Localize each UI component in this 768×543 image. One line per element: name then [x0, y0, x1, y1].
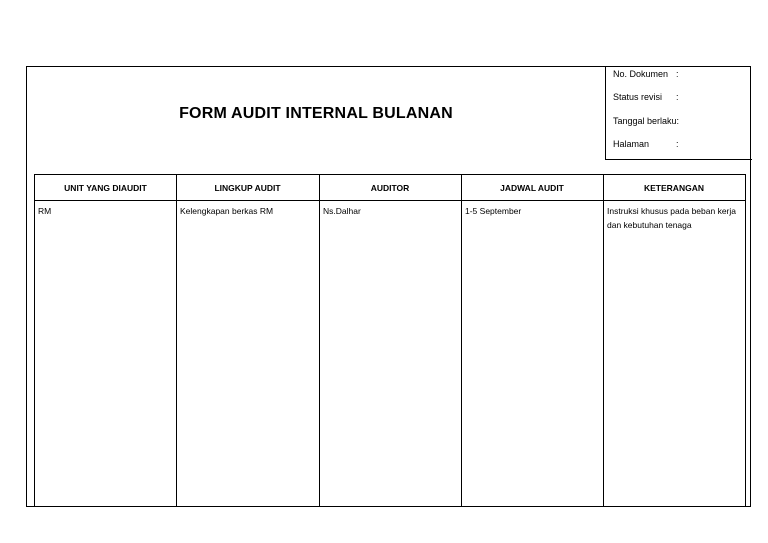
title-area — [27, 67, 605, 161]
form-title: FORM AUDIT INTERNAL BULANAN — [179, 105, 453, 122]
cell-notes: Instruksi khusus pada beban kerja dan kebutuhan tenaga — [607, 206, 736, 230]
meta-label: No. Dokumen — [613, 69, 669, 79]
meta-row-page — [613, 139, 752, 162]
meta-row-document-number — [613, 69, 752, 92]
audit-form — [26, 66, 751, 507]
meta-row-effective-date — [613, 116, 752, 139]
cell-unit: RM — [38, 206, 52, 216]
column-header-schedule: JADWAL AUDIT — [500, 182, 564, 193]
meta-label: Tanggal berlaku — [613, 115, 677, 126]
meta-colon: : — [676, 115, 680, 126]
meta-row-revision-status — [613, 92, 752, 115]
meta-label: Status revisi — [613, 92, 663, 103]
column-header-notes: KETERANGAN — [644, 182, 704, 193]
column-header-unit: UNIT YANG DIAUDIT — [64, 182, 147, 193]
column-divider — [319, 175, 320, 506]
column-header-auditor: AUDITOR — [370, 182, 410, 193]
meta-colon: : — [676, 69, 679, 79]
meta-label: Halaman — [613, 138, 650, 149]
column-header-scope: LINGKUP AUDIT — [214, 182, 281, 193]
cell-auditor: Ns.Dalhar — [323, 206, 361, 216]
audit-table — [34, 174, 746, 507]
document-info-box — [605, 66, 752, 160]
meta-colon: : — [676, 92, 679, 103]
table-header-row — [35, 175, 745, 201]
column-divider — [176, 175, 177, 506]
meta-colon: : — [676, 138, 679, 149]
cell-schedule: 1-5 September — [465, 206, 522, 216]
cell-scope: Kelengkapan berkas RM — [180, 206, 274, 216]
column-divider — [461, 175, 462, 506]
